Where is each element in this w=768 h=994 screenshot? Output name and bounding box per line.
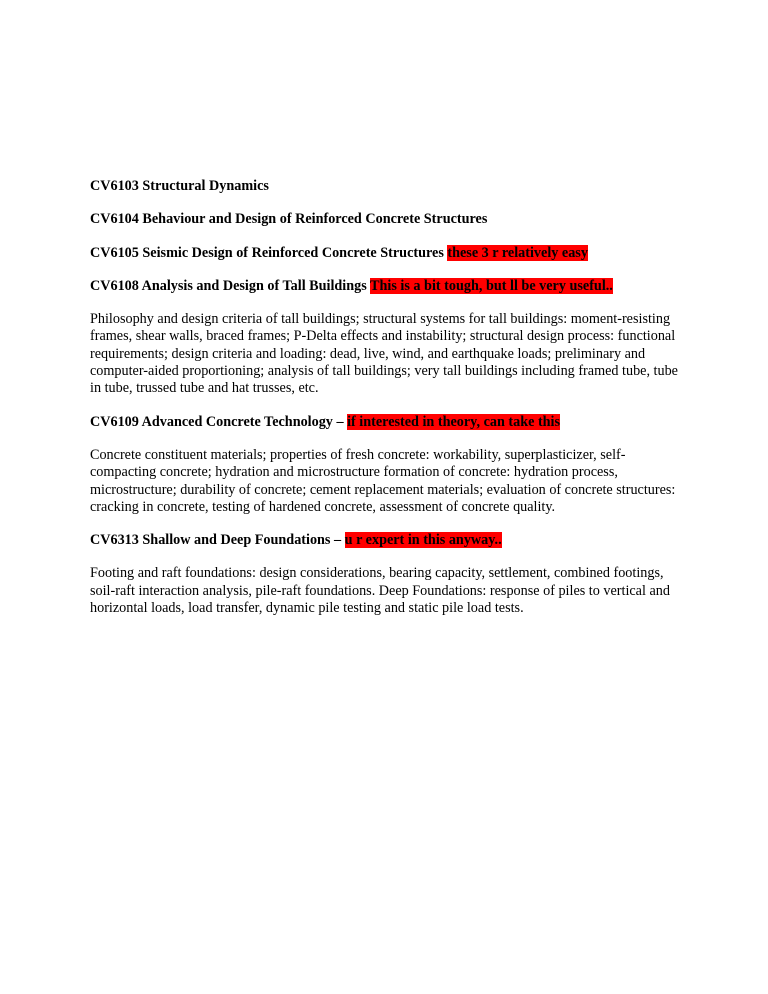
- course-title: CV6108 Analysis and Design of Tall Buildings: [90, 277, 371, 294]
- course-heading-cv6105: [90, 245, 680, 262]
- course-title: CV6103 Structural Dynamics: [90, 178, 269, 194]
- highlighted-note: u r expert in this anyway..: [344, 532, 502, 549]
- course-description-cv6109: Concrete constituent materials; properties of fresh concrete: workability, superplasticizer, self-compacting concrete; hydration and microstructure formation of concrete: hydration process, microstructure; durability of concrete; cement replacement materials; evaluation of concrete structures: cracking in concrete, testing of hardened concrete, assessment of concrete quality.: [90, 446, 676, 515]
- course-heading-cv6104: [90, 211, 680, 228]
- course-description-cv6313: Footing and raft foundations: design considerations, bearing capacity, settlement, combined footings, soil-raft interaction analysis, pile-raft foundations. Deep Foundations: response of piles to vertical and horizontal loads, load transfer, dynamic pile testing and static pile load tests.: [90, 565, 670, 617]
- course-title: CV6104 Behaviour and Design of Reinforced Concrete Structures: [90, 211, 488, 228]
- course-heading-cv6109: [90, 414, 680, 431]
- course-heading-cv6103: [90, 178, 680, 195]
- course-heading-cv6313: [90, 532, 680, 549]
- course-title: CV6313 Shallow and Deep Foundations –: [90, 532, 345, 549]
- highlighted-note: these 3 r relatively easy: [447, 244, 588, 261]
- course-heading-cv6108: [90, 278, 680, 295]
- highlighted-note: if interested in theory, can take this: [347, 413, 561, 430]
- document-body: [90, 178, 680, 633]
- course-title: CV6109 Advanced Concrete Technology –: [90, 413, 348, 430]
- course-title: CV6105 Seismic Design of Reinforced Concrete Structures: [90, 244, 448, 261]
- highlighted-note: This is a bit tough, but ll be very useful..: [370, 277, 613, 294]
- course-description-cv6108: Philosophy and design criteria of tall buildings; structural systems for tall buildings: moment-resisting frames, shear walls, braced frames; P-Delta effects and instability; structural design process: functional requirements; design criteria and loading: dead, live, wind, and earthquake loads; preliminary and computer-aided proportioning; analysis of tall buildings; very tall buildings including framed tube, tube in tube, trussed tube and hat trusses, etc.: [90, 311, 678, 397]
